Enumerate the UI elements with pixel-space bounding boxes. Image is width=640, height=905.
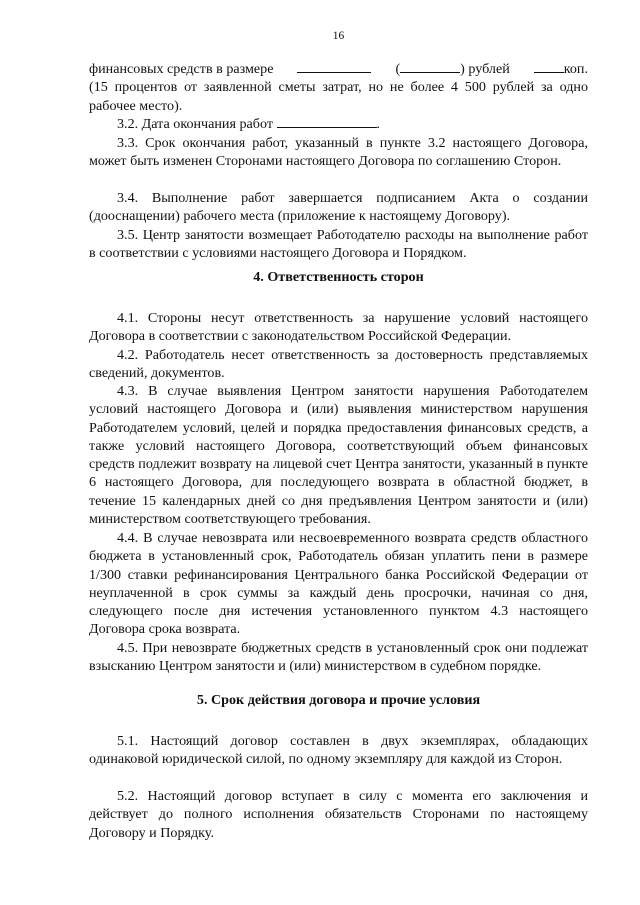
paragraph-3-5: 3.5. Центр занятости возмещает Работодателю расходы на выполнение работ в соответствии с условиями настоящего Договора и Порядком. xyxy=(89,227,588,262)
paragraph-4-3: 4.3. В случае выявления Центром занятости нарушения Работодателем условий настоящего Договора и (или) выявления министерством нарушения Работодателем условий, целей и порядка предоставления финансовых средств, а также условий настоящего Договора, соответствующий объем финансовых средств подлежит возврату на лицевой счет Центра занятости, указанный в пункте 6 настоящего Договора, для последующего возврата в областной бюджет, в течение 15 календарных дней со дня предъявления Центром занятости и (или) министерством соответствующего требования. xyxy=(89,383,588,528)
finance-amount-rest: (15 процентов от заявленной сметы затрат, но не более 4 500 рублей за одно рабочее место). xyxy=(89,79,588,114)
finance-amount-prefix: финансовых средств в размере xyxy=(89,61,274,77)
paragraph-4-1: 4.1. Стороны несут ответственность за нарушение условий настоящего Договора в соответствии с законодательством Российской Федерации. xyxy=(89,310,588,345)
paragraph-5-2: 5.2. Настоящий договор вступает в силу с момента его заключения и действует до полного исполнения обязательств Сторонами по настоящему Договору и Порядку. xyxy=(89,788,588,841)
paragraph-5-1: 5.1. Настоящий договор составлен в двух экземплярах, обладающих одинаковой юридической силой, по одному экземпляру для каждой из Сторон. xyxy=(89,733,588,768)
amount-digits-blank xyxy=(297,60,371,73)
finance-amount-line xyxy=(89,60,588,78)
section-heading-4: 4. Ответственность сторон xyxy=(253,269,424,285)
paragraph-4-4: 4.4. В случае невозврата или несвоевременного возврата средств областного бюджета в установленный срок, Работодатель обязан уплатить пени в размере 1/300 ставки рефинансирования Центрального банка Российской Федерации от неуплаченной в срок суммы за каждый день просрочки, начиная со дня, следующего после дня истечения установленного пунктом 4.3 настоящего Договора срока возврата. xyxy=(89,530,588,638)
paragraph-finance-amount xyxy=(89,60,588,115)
paragraph-3-4: 3.4. Выполнение работ завершается подписанием Акта о создании (дооснащении) рабочего места (приложение к настоящему Договору). xyxy=(89,190,588,225)
paragraph-4-2: 4.2. Работодатель несет ответственность за достоверность представляемых сведений, документов. xyxy=(89,347,588,382)
finance-amount-words: ( ) рублей xyxy=(395,61,510,77)
finance-amount-kop: коп. xyxy=(534,60,588,78)
kopeck-blank xyxy=(534,60,564,73)
paragraph-4-5: 4.5. При невозврате бюджетных средств в установленный срок они подлежат взысканию Центром занятости и (или) министерством в судебном порядке. xyxy=(89,640,588,675)
end-date-blank xyxy=(277,115,377,128)
amount-words-blank xyxy=(400,60,460,73)
paragraph-3-3: 3.3. Срок окончания работ, указанный в пункте 3.2 настоящего Договора, может быть изменен Сторонами настоящего Договора по соглашению Сторон. xyxy=(89,135,588,170)
page-number: 16 xyxy=(332,30,345,42)
paragraph-3-2: 3.2. Дата окончания работ . xyxy=(117,116,381,132)
section-heading-5: 5. Срок действия договора и прочие условия xyxy=(196,692,481,708)
finance-amount-sum xyxy=(297,60,371,78)
